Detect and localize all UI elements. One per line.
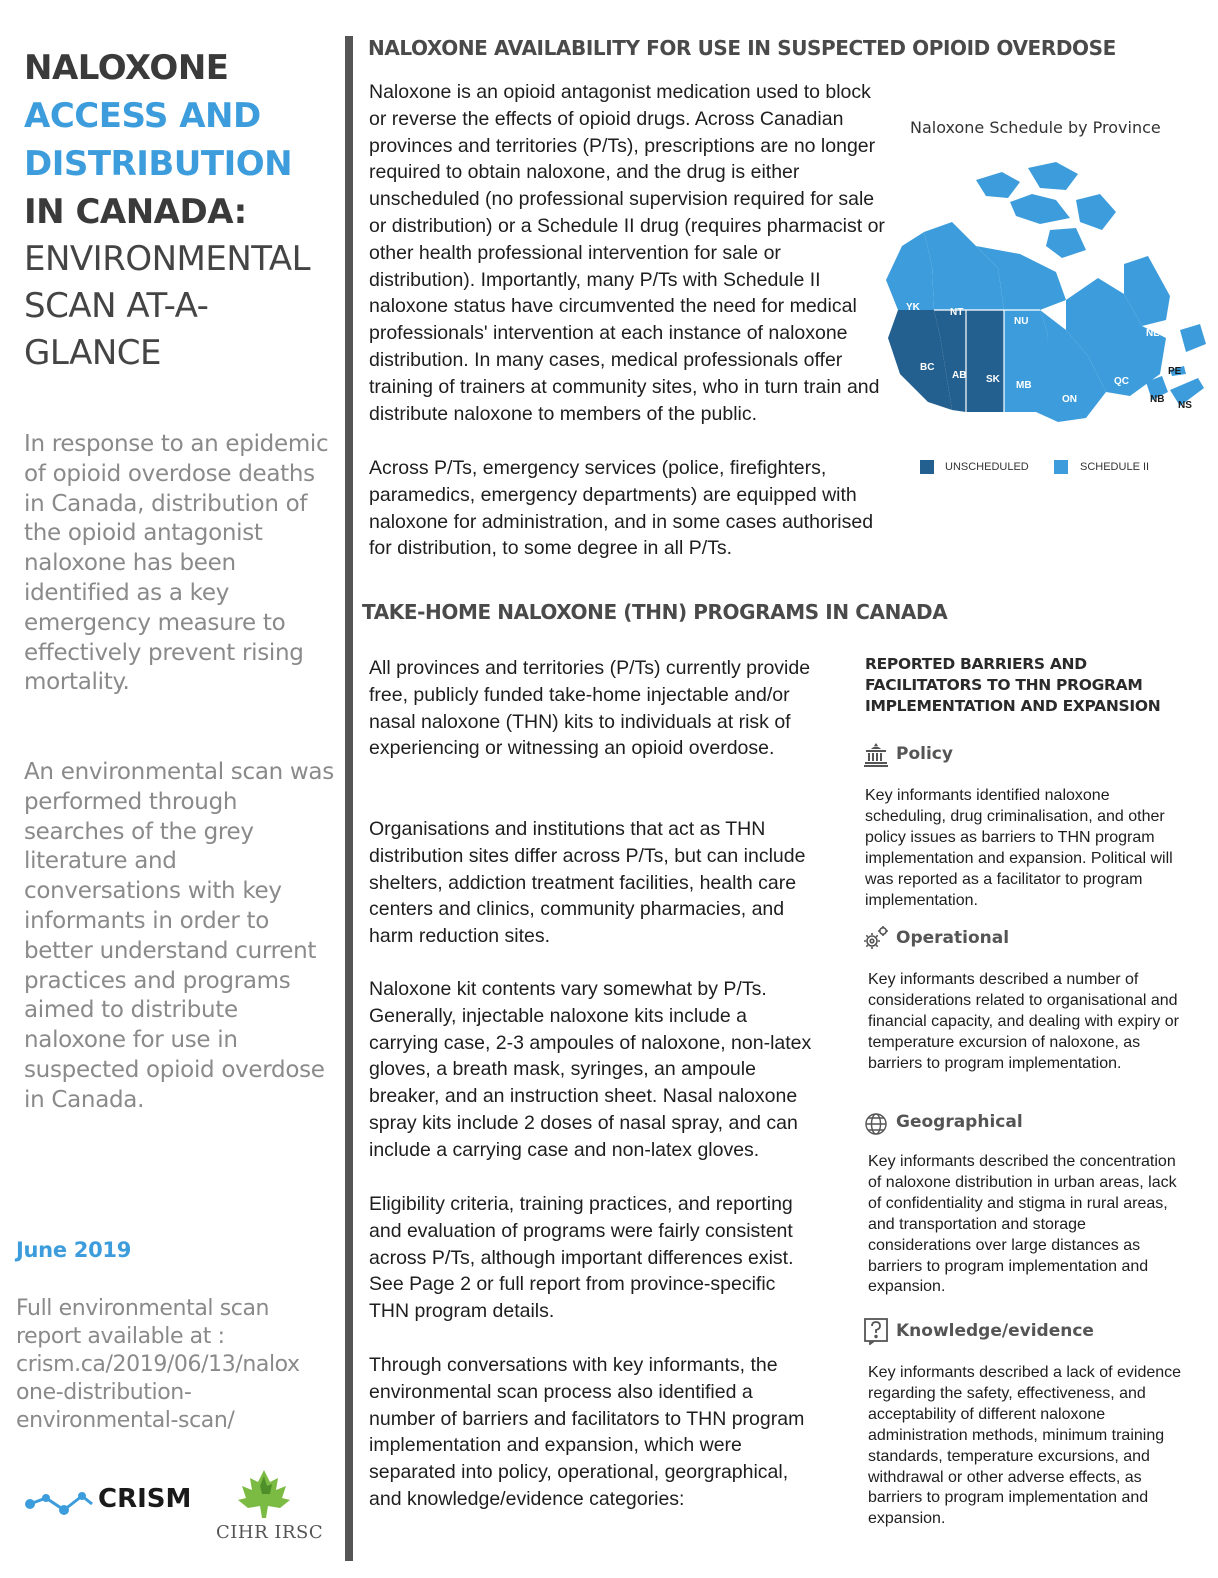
map-label-mb: MB	[1016, 380, 1032, 391]
globe-icon	[862, 1108, 890, 1136]
map-label-nt: NT	[950, 307, 964, 318]
category-text: Key informants described the concentration of naloxone distribution in urban areas, lack of confidentiality and stigma in rural areas, and transportation and storage considerations over large distances as barriers to program implementation and expansion.	[868, 1153, 1177, 1296]
thn-paragraph: Eligibility criteria, training practices, and reporting and evaluation of programs were fairly consistent across P/Ts, although important differences exist. See Page 2 or full report from province-specific THN program details.	[369, 1193, 794, 1323]
report-url[interactable]: one-distribution-	[16, 1380, 192, 1405]
subtitle-line: ENVIRONMENTAL	[24, 239, 311, 279]
map-label-pe: PE	[1168, 366, 1182, 377]
map-label-on: ON	[1062, 394, 1077, 405]
publication-date: June 2019	[16, 1238, 132, 1262]
map-label-bc: BC	[920, 362, 935, 373]
map-label-sk: SK	[986, 374, 1000, 385]
thn-paragraph: Through conversations with key informants, the environmental scan process also identified a number of barriers and facilitators to THN program implementation and expansion, which were separated into policy, operational, georgraphical, and knowledge/evidence categories:	[369, 1354, 805, 1510]
section-heading-thn: TAKE-HOME NALOXONE (THN) PROGRAMS IN CANADA	[362, 600, 948, 624]
title-line: DISTRIBUTION	[24, 144, 293, 184]
region-sk	[966, 310, 1004, 412]
column-divider	[345, 36, 353, 1561]
subtitle-line: SCAN AT-A-	[24, 286, 209, 326]
title-line: NALOXONE	[24, 48, 229, 88]
map-label-yk: YK	[906, 302, 920, 313]
map-label-ns: NS	[1178, 400, 1192, 411]
thn-paragraph: Naloxone kit contents vary somewhat by P/Ts. Generally, injectable naloxone kits include a carrying case, 2-3 ampoules of naloxone, non-latex gloves, a breath mask, syringes, an ampoule breaker, and an instruction sheet. Nasal naloxone spray kits include 2 doses of nasal spray, and can include a carrying case and non-latex gloves.	[369, 978, 812, 1161]
category-label: Operational	[896, 928, 1010, 948]
legend-label-schedule2: SCHEDULE II	[1080, 461, 1150, 473]
map-label-nl: NL	[1146, 328, 1160, 339]
category-label: Geographical	[896, 1112, 1023, 1132]
legend-swatch-schedule2	[1054, 460, 1068, 474]
report-line: report available at :	[16, 1324, 225, 1349]
barriers-title: REPORTED BARRIERS AND FACILITATORS TO THN PROGRAM IMPLEMENTATION AND EXPANSION	[865, 655, 1161, 715]
availability-paragraph: Across P/Ts, emergency services (police, firefighters, paramedics, emergency departments) are equipped with naloxone for administration, and in some cases authorised for distribution, to some degree in all P/Ts.	[369, 457, 874, 560]
question-box-icon	[862, 1317, 890, 1345]
report-url[interactable]: environmental-scan/	[16, 1408, 235, 1433]
report-line: Full environmental scan	[16, 1296, 270, 1321]
canada-schedule-map	[880, 160, 1214, 422]
title-block	[24, 44, 334, 377]
map-label-qc: QC	[1114, 376, 1129, 387]
map-label-nb: NB	[1150, 394, 1165, 405]
region-nt	[924, 222, 1004, 310]
legend-label-unscheduled: UNSCHEDULED	[945, 461, 1029, 473]
category-label: Knowledge/evidence	[896, 1321, 1094, 1341]
intro-paragraph: In response to an epidemic of opioid overdose deaths in Canada, distribution of the opioid antagonist naloxone has been identified as a key emergency measure to effectively prevent rising mortality.	[24, 431, 329, 696]
nu-arctic-islands	[976, 162, 1116, 258]
map-label-nu: NU	[1014, 316, 1029, 327]
subtitle-line: GLANCE	[24, 333, 161, 373]
thn-paragraph: All provinces and territories (P/Ts) currently provide free, publicly funded take-home injectable and/or nasal naloxone (THN) kits to individuals at risk of experiencing or witnessing an opioid overdose.	[369, 657, 811, 760]
crism-logo-text: CRISM	[98, 1484, 192, 1514]
map-label-ab: AB	[952, 370, 967, 381]
cihr-logo-text: CIHR IRSC	[216, 1522, 324, 1543]
map-legend	[920, 458, 1200, 478]
map-title: Naloxone Schedule by Province	[910, 118, 1161, 137]
title-line: IN CANADA:	[24, 192, 247, 232]
category-text: Key informants described a number of considerations related to organisational and financial capacity, and dealing with expiry or temperature excursion of naloxone, as barriers to program implementation.	[868, 971, 1179, 1072]
legend-swatch-unscheduled	[920, 460, 934, 474]
intro-paragraph: An environmental scan was performed through searches of the grey literature and conversations with key informants in order to better understand current practices and programs aimed to distribute naloxone for use in suspected opioid overdose in Canada.	[24, 759, 334, 1113]
government-building-icon	[862, 740, 890, 768]
report-link-text[interactable]	[16, 1295, 334, 1435]
category-text: Key informants identified naloxone scheduling, drug criminalisation, and other policy issues as barriers to THN program implementation and expansion. Political will was reported as a facilitator to program implementation.	[865, 787, 1173, 909]
gears-icon	[862, 924, 890, 952]
availability-paragraph: Naloxone is an opioid antagonist medication used to block or reverse the effects of opioid drugs. Across Canadian provinces and territories (P/Ts), prescriptions are no longer required to obtain naloxone, and the drug is either unscheduled (no professional supervision required for sale or distribution) or a Schedule II drug (requires pharmacist or other health professional intervention for sale or distribution). Importantly, many P/Ts with Schedule II naloxone status have circumvented the need for medical professionals' intervention at each instance of naloxone distribution. In many cases, medical professionals offer training of trainers at community sites, who in turn train and distribute naloxone to members of the public.	[369, 81, 885, 425]
report-url[interactable]: crism.ca/2019/06/13/nalox	[16, 1352, 300, 1377]
category-label: Policy	[896, 744, 953, 764]
logos	[24, 1468, 334, 1548]
section-heading-availability: NALOXONE AVAILABILITY FOR USE IN SUSPECTED OPIOID OVERDOSE	[368, 36, 1116, 60]
title-line: ACCESS AND	[24, 96, 261, 136]
thn-paragraph: Organisations and institutions that act as THN distribution sites differ across P/Ts, but can include shelters, addiction treatment facilities, health care centers and clinics, community pharmacies, and harm reduction sites.	[369, 818, 806, 948]
category-text: Key informants described a lack of evidence regarding the safety, effectiveness, and acceptability of different naloxone administration methods, minimum training standards, temperature excursions, and withdrawal or other adverse effects, as barriers to program implementation and expansion.	[868, 1364, 1182, 1528]
